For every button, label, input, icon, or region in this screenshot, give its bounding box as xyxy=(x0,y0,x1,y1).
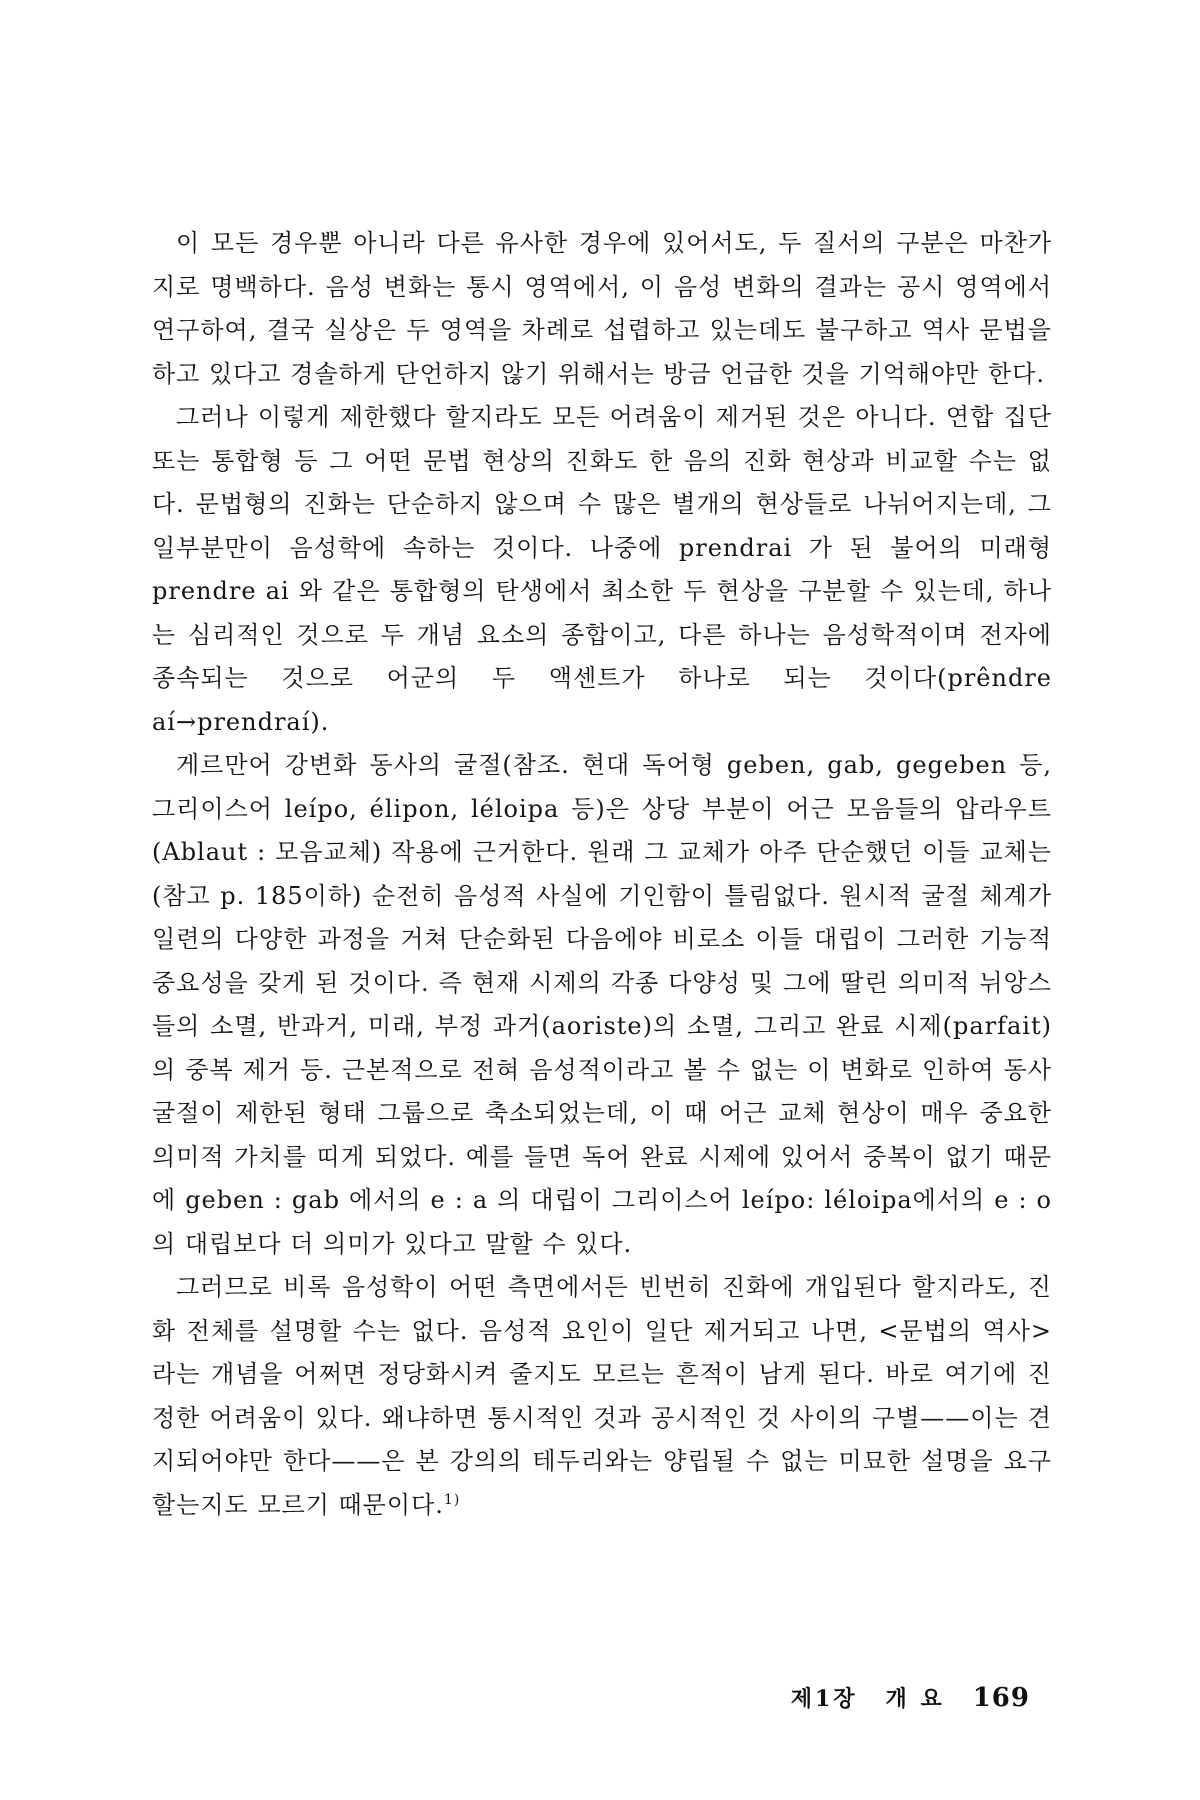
page-number: 169 xyxy=(972,1683,1030,1713)
body-text xyxy=(152,222,1052,1527)
chapter-label: 제1장 xyxy=(790,1686,858,1712)
footnote-marker: 1) xyxy=(443,1491,461,1508)
running-footer xyxy=(791,1682,1030,1713)
paragraph-1: 이 모든 경우뿐 아니라 다른 유사한 경우에 있어서도, 두 질서의 구분은 마찬가지로 명백하다. 음성 변화는 통시 영역에서, 이 음성 변화의 결과는 공시 영역에서 연구하여, 결국 실상은 두 영역을 차례로 섭렵하고 있는데도 불구하고 역사 문법을 하고 있다고 경솔하게 단언하지 않기 위해서는 방금 언급한 것을 기억해야만 한다. xyxy=(152,229,1052,388)
paragraph-2: 그러나 이렇게 제한했다 할지라도 모든 어려움이 제거된 것은 아니다. 연합 집단 또는 통합형 등 그 어떤 문법 현상의 진화도 한 음의 진화 현상과 비교할 수는 없다. 문법형의 진화는 단순하지 않으며 수 많은 별개의 현상들로 나뉘어지는데, 그 일부분만이 음성학에 속하는 것이다. 나중에 prendrai 가 된 불어의 미래형 prendre ai 와 같은 통합형의 탄생에서 최소한 두 현상을 구분할 수 있는데, 하나는 심리적인 것으로 두 개념 요소의 종합이고, 다른 하나는 음성학적이며 전자에 종속되는 것으로 어군의 두 액센트가 하나로 되는 것이다(prêndre aí→prendraí). xyxy=(152,403,1052,736)
chapter-title: 개 요 xyxy=(885,1686,945,1712)
paragraph-4 xyxy=(152,1266,1052,1527)
paragraph-4-text: 그러므로 비록 음성학이 어떤 측면에서든 빈번히 진화에 개입된다 할지라도, 진화 전체를 설명할 수는 없다. 음성적 요인이 일단 제거되고 나면, <문법의 역사>라는 개념을 어쩌면 정당화시켜 줄지도 모르는 흔적이 남게 된다. 바로 여기에 진정한 어려움이 있다. 왜냐하면 통시적인 것과 공시적인 것 사이의 구별——이는 견지되어야만 한다——은 본 강의의 테두리와는 양립될 수 없는 미묘한 설명을 요구할는지도 모르기 때문이다. xyxy=(152,1273,1052,1519)
paragraph-3: 게르만어 강변화 동사의 굴절(참조. 현대 독어형 geben, gab, gegeben 등, 그리이스어 leípo, élipon, léloipa 등)은 상당 부분이 어근 모음들의 압라우트(Ablaut : 모음교체) 작용에 근거한다. 원래 그 교체가 아주 단순했던 이들 교체는(참고 p. 185이하) 순전히 음성적 사실에 기인함이 틀림없다. 원시적 굴절 체계가 일련의 다양한 과정을 거쳐 단순화된 다음에야 비로소 이들 대립이 그러한 기능적 중요성을 갖게 된 것이다. 즉 현재 시제의 각종 다양성 및 그에 딸린 의미적 뉘앙스들의 소멸, 반과거, 미래, 부정 과거(aoriste)의 소멸, 그리고 완료 시제(parfait)의 중복 제거 등. 근본적으로 전혀 음성적이라고 볼 수 없는 이 변화로 인하여 동사 굴절이 제한된 형태 그룹으로 축소되었는데, 이 때 어근 교체 현상이 매우 중요한 의미적 가치를 띠게 되었다. 예를 들면 독어 완료 시제에 있어서 중복이 없기 때문에 geben : gab 에서의 e : a 의 대립이 그리이스어 leípo: léloipa에서의 e : o 의 대립보다 더 의미가 있다고 말할 수 있다. xyxy=(152,751,1052,1258)
